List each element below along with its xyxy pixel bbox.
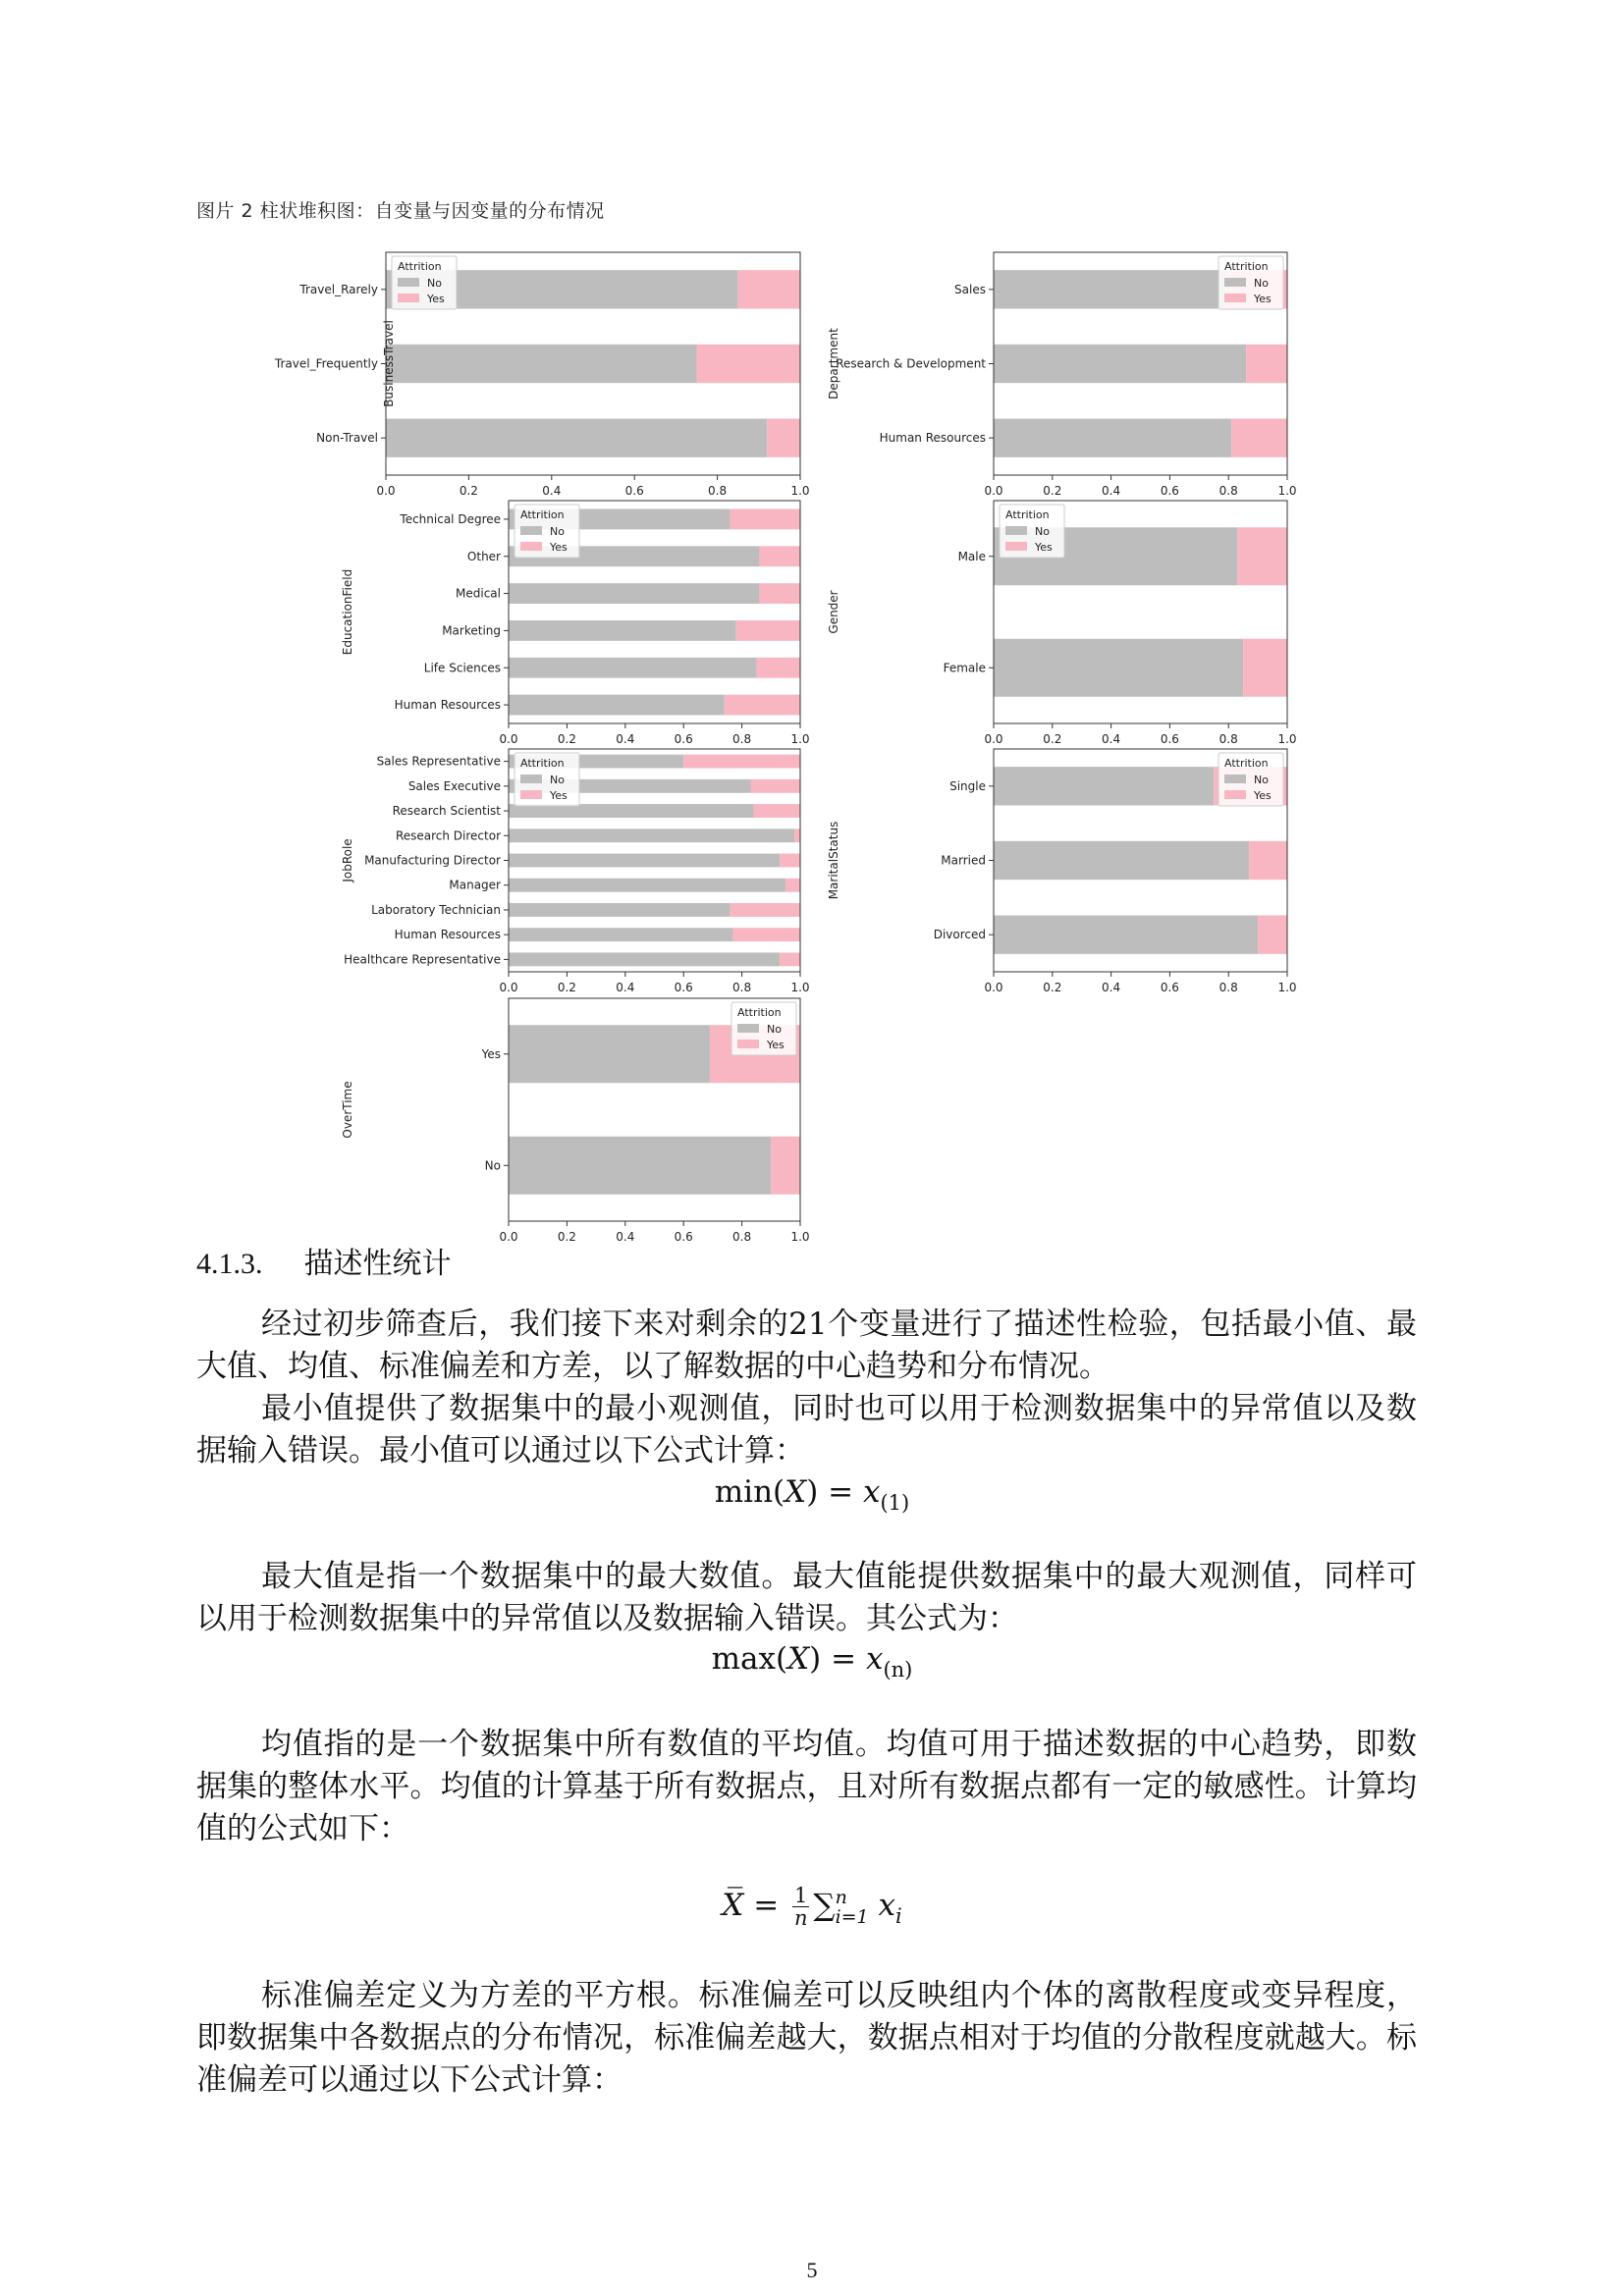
category-tick-label: Research Director — [395, 828, 501, 843]
formula-min: $\min(X) = x_{(1)}$ — [714, 1474, 910, 1515]
page-number: 5 — [806, 2258, 818, 2282]
x-tick-label: 1.0 — [790, 981, 810, 994]
x-tick-label: 1.0 — [790, 1230, 810, 1244]
x-tick-label: 0.4 — [542, 484, 562, 498]
category-tick-label: Research & Development — [836, 356, 986, 371]
legend-title: Attrition — [1224, 260, 1269, 273]
category-tick-label: Healthcare Representative — [344, 952, 501, 967]
paragraph-min: 最小值提供了数据集中的最小观测值，同时也可以用于检测数据集中的异常值以及数据输入错误。最小值可以通过以下公式计算： — [196, 1391, 1417, 1468]
x-tick-label: 1.0 — [1277, 732, 1297, 746]
category-tick-label: Travel_Rarely — [299, 282, 378, 296]
bar-no — [509, 1025, 710, 1083]
x-tick-label: 0.0 — [499, 981, 518, 994]
x-tick-label: 0.2 — [557, 732, 576, 746]
legend-entry: Yes — [550, 541, 568, 554]
legend-entry: No — [1254, 277, 1269, 290]
category-tick-label: Human Resources — [394, 928, 501, 942]
category-tick-label: Single — [949, 778, 986, 793]
legend-entry: No — [1254, 774, 1269, 786]
x-tick-label: 0.0 — [376, 484, 396, 498]
x-tick-label: 1.0 — [790, 732, 810, 746]
category-tick-label: Married — [941, 853, 986, 868]
y-axis-label: EducationField — [341, 568, 354, 656]
y-axis-label: JobRole — [341, 838, 354, 882]
legend-entry: Yes — [1254, 293, 1272, 305]
x-tick-label: 0.0 — [499, 1230, 518, 1244]
x-tick-label: 0.2 — [1043, 981, 1062, 994]
formula-mean: X̅ = $\frac{1}{n}$ ∑ n i=1 $x_i$ — [722, 1884, 902, 1930]
legend-title: Attrition — [1224, 757, 1269, 770]
legend-entry: Yes — [767, 1039, 785, 1051]
legend-title: Attrition — [520, 757, 565, 770]
x-tick-label: 0.2 — [557, 981, 576, 994]
legend-title: Attrition — [398, 260, 442, 273]
x-tick-label: 0.8 — [732, 981, 752, 994]
x-tick-label: 0.8 — [708, 484, 728, 498]
category-tick-label: Non-Travel — [316, 431, 378, 446]
legend-entry: Yes — [427, 293, 445, 305]
x-tick-label: 0.2 — [1043, 732, 1062, 746]
x-tick-label: 0.6 — [1160, 981, 1179, 994]
x-tick-label: 0.6 — [1160, 732, 1179, 746]
legend-title: Attrition — [520, 508, 565, 521]
category-tick-label: Laboratory Technician — [371, 902, 501, 917]
x-tick-label: 0.4 — [616, 1230, 635, 1244]
x-tick-label: 0.4 — [616, 981, 635, 994]
section-heading — [196, 1239, 452, 1282]
legend-entry: No — [550, 774, 565, 786]
category-tick-label: Life Sciences — [423, 661, 501, 675]
legend-swatch — [737, 1024, 759, 1033]
x-tick-label: 0.8 — [1218, 981, 1238, 994]
legend-entry: Yes — [1035, 541, 1053, 554]
paragraph-intro: 经过初步筛查后，我们接下来对剩余的21个变量进行了描述性检验，包括最小值、最大值、均值、标准偏差和方差，以了解数据的中心趋势和分布情况。 — [196, 1307, 1417, 1384]
x-tick-label: 0.8 — [1218, 732, 1238, 746]
x-tick-label: 0.8 — [1218, 484, 1238, 498]
x-tick-label: 0.8 — [732, 732, 752, 746]
section-title: 描述性统计 — [303, 1247, 452, 1281]
x-tick-label: 0.0 — [984, 732, 1003, 746]
figure-caption: 图片 2 柱状堆积图：自变量与因变量的分布情况 — [196, 200, 605, 222]
paragraph-max: 最大值是指一个数据集中的最大数值。最大值能提供数据集中的最大观测值，同样可以用于检测数据集中的异常值以及数据输入错误。其公式为： — [196, 1559, 1417, 1636]
y-axis-label: Department — [827, 328, 840, 400]
legend-entry: Yes — [1254, 789, 1272, 802]
category-tick-label: Divorced — [933, 928, 986, 942]
legend-entry: No — [427, 277, 442, 290]
legend-entry: No — [1035, 525, 1050, 538]
x-tick-label: 0.2 — [557, 1230, 576, 1244]
x-tick-label: 0.4 — [616, 732, 635, 746]
legend-title: Attrition — [737, 1006, 782, 1019]
legend — [731, 1002, 796, 1055]
section-number: 4.1.3. — [196, 1248, 263, 1280]
category-tick-label: Yes — [481, 1046, 501, 1061]
x-tick-label: 1.0 — [1277, 484, 1297, 498]
category-tick-label: Travel_Frequently — [274, 356, 378, 371]
x-tick-label: 0.8 — [732, 1230, 752, 1244]
category-tick-label: Marketing — [442, 623, 501, 638]
x-tick-label: 0.6 — [674, 981, 693, 994]
x-tick-label: 0.2 — [459, 484, 478, 498]
x-tick-label: 0.6 — [674, 1230, 693, 1244]
legend-entry: No — [767, 1023, 782, 1036]
category-tick-label: Medical — [456, 586, 501, 601]
x-tick-label: 0.4 — [1102, 484, 1121, 498]
y-axis-label: BusinessTravel — [382, 320, 396, 407]
category-tick-label: Technical Degree — [400, 511, 501, 526]
category-tick-label: Male — [957, 549, 986, 563]
y-axis-label: MaritalStatus — [827, 821, 840, 900]
y-axis-label: Gender — [827, 590, 840, 634]
bar-no — [509, 1137, 771, 1195]
x-tick-label: 1.0 — [1277, 981, 1297, 994]
bar-yes — [771, 1137, 800, 1195]
x-tick-label: 1.0 — [790, 484, 810, 498]
category-tick-label: Human Resources — [394, 698, 501, 713]
legend-swatch — [737, 1040, 759, 1048]
x-tick-label: 0.0 — [984, 981, 1003, 994]
category-tick-label: Sales — [954, 282, 986, 296]
x-tick-label: 0.6 — [674, 732, 693, 746]
x-tick-label: 0.0 — [499, 732, 518, 746]
legend-title: Attrition — [1005, 508, 1050, 521]
x-tick-label: 0.6 — [624, 484, 644, 498]
paragraph-mean: 均值指的是一个数据集中所有数值的平均值。均值可用于描述数据的中心趋势，即数据集的整体水平。均值的计算基于所有数据点，且对所有数据点都有一定的敏感性。计算均值的公式如下： — [196, 1727, 1417, 1846]
category-tick-label: Manager — [449, 878, 501, 892]
legend-entry: No — [550, 525, 565, 538]
category-tick-label: Manufacturing Director — [364, 853, 501, 868]
legend-entry: Yes — [550, 789, 568, 802]
formula-max: $\max(X) = x_{(n)}$ — [711, 1641, 913, 1682]
x-tick-label: 0.4 — [1102, 981, 1121, 994]
category-tick-label: No — [484, 1158, 501, 1173]
paragraph-stddev: 标准偏差定义为方差的平方根。标准偏差可以反映组内个体的离散程度或变异程度，即数据集中各数据点的分布情况，标准偏差越大，数据点相对于均值的分散程度就越大。标准偏差可以通过以下公式计算： — [196, 1978, 1417, 2098]
x-tick-label: 0.2 — [1043, 484, 1062, 498]
category-tick-label: Human Resources — [879, 431, 986, 446]
x-tick-label: 0.4 — [1102, 732, 1121, 746]
category-tick-label: Other — [466, 549, 501, 563]
category-tick-label: Sales Representative — [376, 754, 501, 769]
category-tick-label: Sales Executive — [407, 778, 501, 793]
x-tick-label: 0.0 — [984, 484, 1003, 498]
x-tick-label: 0.6 — [1160, 484, 1179, 498]
category-tick-label: Female — [943, 661, 986, 675]
y-axis-label: OverTime — [341, 1081, 354, 1139]
category-tick-label: Research Scientist — [392, 804, 501, 819]
